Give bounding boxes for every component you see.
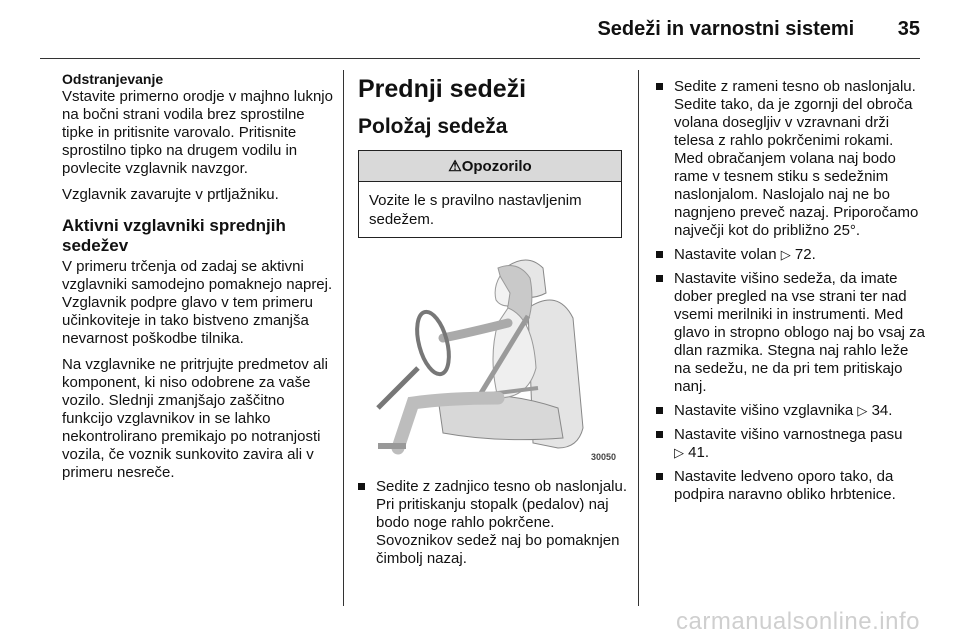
bullet-square-icon xyxy=(656,275,663,282)
paragraph: Vstavite primerno orodje v majhno luknjo na bočni strani vodila brez sprostilne tipke in pritisnite varovalo. Pritisnite sprostilno tipko na drugem vodilu in povlecite vzglavnik navzgor. xyxy=(62,88,333,177)
list-item-text: Nastavite višino sedeža, da imate dober pregled na vse strani ter nad vsemi merilniki in instrumenti. Med glavo in stropno oblogo naj bo vsaj za dlan razmika. Stegna naj rahlo leže na sedežu, ne da pri tem pritiskajo nanj. xyxy=(674,270,926,395)
warning-icon: ⚠ xyxy=(448,158,462,175)
list-item xyxy=(656,246,926,264)
section-heading-active-headrests: Aktivni vzglavniki sprednjih sedežev xyxy=(62,216,286,255)
bullet-square-icon xyxy=(656,431,663,438)
bullet-square-icon xyxy=(656,251,663,258)
column-divider-2 xyxy=(638,70,639,606)
page-reference-arrow-icon: ▷ xyxy=(857,403,868,418)
page-header xyxy=(40,18,920,41)
list-item xyxy=(656,270,926,396)
list-item xyxy=(358,478,628,568)
list-item xyxy=(656,78,926,240)
heading-front-seats: Prednji sedeži xyxy=(358,75,527,103)
page-reference[interactable]: 72. xyxy=(794,246,816,263)
bullet-list xyxy=(358,478,628,568)
list-item-text: Nastavite višino vzglavnika xyxy=(674,402,854,419)
column-middle xyxy=(358,70,628,574)
seating-position-illustration xyxy=(358,248,624,464)
list-item xyxy=(656,468,926,504)
bullet-square-icon xyxy=(656,407,663,414)
heading-seat-position: Položaj sedeža xyxy=(358,115,508,138)
page-reference-arrow-icon: ▷ xyxy=(780,247,791,262)
bullet-square-icon xyxy=(358,483,365,490)
list-item-text: Sedite z rameni tesno ob naslonjalu. Sedite tako, da je zgornji del obroča volana dosegljiv v vzravnani drži telesa z rahlo pokrčenimi rokami. Med obračanjem volana naj bodo rame v tesnem stiku s sedežnim naslonjalom. Naslojalo naj ne bo nagnjeno preveč nazaj. Priporočamo največji kot do približno 25°. xyxy=(674,78,919,239)
page-title: Sedeži in varnostni sistemi xyxy=(597,18,855,40)
warning-header xyxy=(359,151,621,182)
warning-text: Vozite le s pravilno nastavljenim sedežem. xyxy=(369,192,582,228)
page-reference[interactable]: 41. xyxy=(688,444,710,461)
bullet-list xyxy=(656,78,926,504)
warning-box xyxy=(358,150,622,238)
bullet-square-icon xyxy=(656,83,663,90)
warning-title: Opozorilo xyxy=(461,158,532,175)
list-item-text: Sedite z zadnjico tesno ob naslonjalu. Pri pritiskanju stopalk (pedalov) naj bodo noge rahlo pokrčene. Sovoznikov sedež naj bo pomaknjen čimbolj nazaj. xyxy=(376,478,628,567)
list-item xyxy=(656,426,926,462)
page-number: 35 xyxy=(897,18,920,40)
list-item-text: Nastavite višino varnostnega pasu xyxy=(674,426,903,443)
paragraph: V primeru trčenja od zadaj se aktivni vzglavniki samodejno pomaknejo naprej. Vzglavnik podpre glavo v tem primeru učinkoviteje in tako bistveno zmanjša nevarnost poškodbe tilnika. xyxy=(62,258,333,347)
paragraph: Na vzglavnike ne pritrjujte predmetov ali komponent, ki niso odobrene za vaše vozilo. Slednji zmanjšajo zaščitno funkcijo vzglavnikov in se lahko nekontrolirano premikajo po notranjosti vozila, če voznik sunkovito zavira ali v primeru nesreče. xyxy=(62,356,328,481)
column-divider-1 xyxy=(343,70,344,606)
column-right xyxy=(656,78,926,510)
paragraph: Vzglavnik zavarujte v prtljažniku. xyxy=(62,186,279,203)
driver-seated-illustration xyxy=(358,248,624,464)
bullet-square-icon xyxy=(656,473,663,480)
list-item-text: Nastavite volan xyxy=(674,246,777,263)
column-left xyxy=(62,70,334,488)
list-item-text: Nastavite ledveno oporo tako, da podpira naravno obliko hrbtenice. xyxy=(674,468,896,503)
header-divider xyxy=(40,58,920,59)
illustration-number: 30050 xyxy=(590,452,616,462)
page-reference[interactable]: 34. xyxy=(871,402,893,419)
subheading-removal: Odstranjevanje xyxy=(62,71,164,87)
watermark: carmanualsonline.info xyxy=(676,608,920,635)
list-item xyxy=(656,402,926,420)
page-reference-arrow-icon: ▷ xyxy=(674,445,684,460)
